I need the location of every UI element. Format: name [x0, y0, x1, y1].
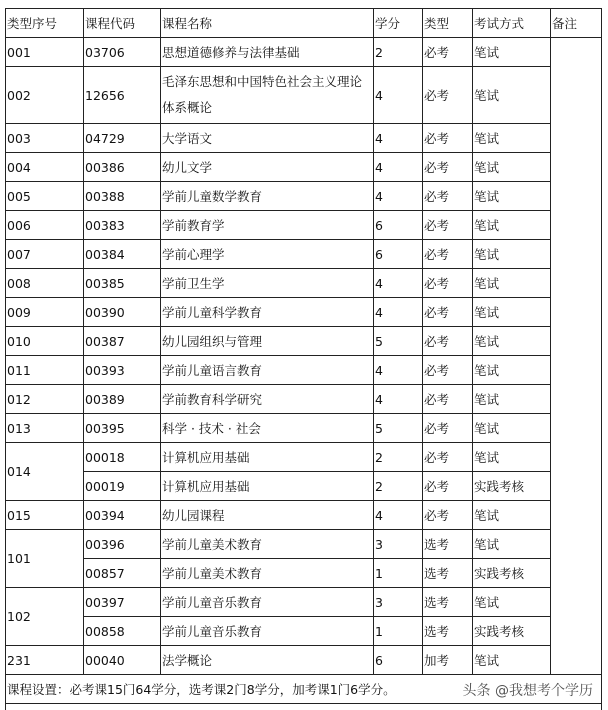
header-exam: 考试方式	[473, 9, 551, 38]
cell-type: 必考	[423, 414, 473, 443]
cell-seq: 005	[6, 182, 84, 211]
cell-exam: 笔试	[473, 327, 551, 356]
cell-code: 04729	[84, 124, 161, 153]
table-row	[6, 472, 602, 501]
table-row	[6, 414, 602, 443]
cell-seq: 002	[6, 67, 84, 124]
cell-name: 思想道德修养与法律基础	[161, 38, 374, 67]
cell-name: 学前教育学	[161, 211, 374, 240]
header-row	[6, 9, 602, 38]
cell-name: 幼儿文学	[161, 153, 374, 182]
cell-credit: 4	[374, 501, 423, 530]
cell-seq: 102	[6, 588, 84, 646]
cell-name: 学前儿童语言教育	[161, 356, 374, 385]
cell-name: 学前心理学	[161, 240, 374, 269]
cell-exam: 笔试	[473, 356, 551, 385]
cell-name: 学前儿童美术教育	[161, 530, 374, 559]
cell-name: 学前儿童数学教育	[161, 182, 374, 211]
cell-code: 03706	[84, 38, 161, 67]
cell-credit: 3	[374, 588, 423, 617]
cell-type: 必考	[423, 153, 473, 182]
cell-seq: 101	[6, 530, 84, 588]
cell-name: 幼儿园组织与管理	[161, 327, 374, 356]
cell-seq: 013	[6, 414, 84, 443]
cell-type: 必考	[423, 67, 473, 124]
cell-type: 必考	[423, 385, 473, 414]
table-row	[6, 240, 602, 269]
table-row	[6, 182, 602, 211]
cell-seq: 006	[6, 211, 84, 240]
cell-exam: 笔试	[473, 414, 551, 443]
cell-code: 00388	[84, 182, 161, 211]
header-remark: 备注	[551, 9, 602, 38]
table-row	[6, 356, 602, 385]
cell-seq: 012	[6, 385, 84, 414]
header-seq: 类型序号	[6, 9, 84, 38]
cell-name: 幼儿园课程	[161, 501, 374, 530]
cell-seq: 001	[6, 38, 84, 67]
cell-name: 学前儿童音乐教育	[161, 588, 374, 617]
cell-credit: 2	[374, 38, 423, 67]
cell-name: 学前儿童科学教育	[161, 298, 374, 327]
cell-credit: 2	[374, 443, 423, 472]
cell-code: 00387	[84, 327, 161, 356]
table-row	[6, 646, 602, 675]
table-row	[6, 124, 602, 153]
cell-exam: 笔试	[473, 38, 551, 67]
cell-type: 必考	[423, 182, 473, 211]
cell-seq: 010	[6, 327, 84, 356]
empty-row	[6, 704, 602, 710]
cell-credit: 4	[374, 269, 423, 298]
cell-exam: 笔试	[473, 298, 551, 327]
cell-credit: 6	[374, 646, 423, 675]
cell-code: 00018	[84, 443, 161, 472]
cell-code: 00396	[84, 530, 161, 559]
cell-seq: 015	[6, 501, 84, 530]
cell-seq: 007	[6, 240, 84, 269]
cell-name: 毛泽东思想和中国特色社会主义理论体系概论	[161, 67, 374, 124]
cell-type: 选考	[423, 617, 473, 646]
table-row	[6, 153, 602, 182]
cell-name: 学前儿童音乐教育	[161, 617, 374, 646]
table-row	[6, 443, 602, 472]
table-row	[6, 559, 602, 588]
cell-name: 计算机应用基础	[161, 443, 374, 472]
cell-code: 12656	[84, 67, 161, 124]
table-row	[6, 501, 602, 530]
header-code: 课程代码	[84, 9, 161, 38]
cell-exam: 笔试	[473, 385, 551, 414]
cell-code: 00397	[84, 588, 161, 617]
cell-type: 选考	[423, 588, 473, 617]
cell-type: 必考	[423, 240, 473, 269]
cell-remark	[551, 38, 602, 675]
cell-seq: 011	[6, 356, 84, 385]
cell-credit: 5	[374, 327, 423, 356]
cell-code: 00857	[84, 559, 161, 588]
cell-credit: 2	[374, 472, 423, 501]
cell-code: 00385	[84, 269, 161, 298]
table-row	[6, 269, 602, 298]
watermark: 头条 @我想考个学历	[462, 683, 593, 699]
cell-exam: 笔试	[473, 443, 551, 472]
cell-type: 必考	[423, 269, 473, 298]
cell-exam: 笔试	[473, 153, 551, 182]
cell-type: 必考	[423, 124, 473, 153]
cell-type: 选考	[423, 559, 473, 588]
empty-cell	[6, 704, 602, 710]
cell-code: 00390	[84, 298, 161, 327]
table-row	[6, 588, 602, 617]
cell-credit: 1	[374, 559, 423, 588]
cell-type: 必考	[423, 38, 473, 67]
cell-exam: 笔试	[473, 211, 551, 240]
cell-type: 选考	[423, 530, 473, 559]
cell-credit: 4	[374, 182, 423, 211]
header-name: 课程名称	[161, 9, 374, 38]
cell-code: 00389	[84, 385, 161, 414]
course-summary	[6, 675, 602, 704]
table-row	[6, 617, 602, 646]
footer-row	[6, 675, 602, 704]
cell-seq: 003	[6, 124, 84, 153]
cell-credit: 4	[374, 298, 423, 327]
cell-code: 00394	[84, 501, 161, 530]
cell-credit: 4	[374, 356, 423, 385]
cell-name: 法学概论	[161, 646, 374, 675]
cell-type: 必考	[423, 356, 473, 385]
cell-code: 00384	[84, 240, 161, 269]
cell-exam: 笔试	[473, 269, 551, 298]
cell-code: 00040	[84, 646, 161, 675]
cell-credit: 4	[374, 385, 423, 414]
table-row	[6, 67, 602, 124]
cell-code: 00393	[84, 356, 161, 385]
header-type: 类型	[423, 9, 473, 38]
cell-credit: 4	[374, 124, 423, 153]
cell-type: 必考	[423, 443, 473, 472]
cell-type: 加考	[423, 646, 473, 675]
cell-seq: 004	[6, 153, 84, 182]
cell-exam: 实践考核	[473, 559, 551, 588]
cell-seq: 231	[6, 646, 84, 675]
cell-exam: 笔试	[473, 240, 551, 269]
cell-type: 必考	[423, 501, 473, 530]
cell-credit: 1	[374, 617, 423, 646]
cell-name: 大学语文	[161, 124, 374, 153]
cell-exam: 笔试	[473, 124, 551, 153]
cell-exam: 实践考核	[473, 617, 551, 646]
table-row	[6, 298, 602, 327]
cell-type: 必考	[423, 472, 473, 501]
cell-code: 00395	[84, 414, 161, 443]
cell-name: 科学 · 技术 · 社会	[161, 414, 374, 443]
cell-type: 必考	[423, 211, 473, 240]
cell-seq: 014	[6, 443, 84, 501]
cell-exam: 笔试	[473, 588, 551, 617]
cell-name: 计算机应用基础	[161, 472, 374, 501]
cell-type: 必考	[423, 327, 473, 356]
cell-seq: 009	[6, 298, 84, 327]
cell-credit: 6	[374, 240, 423, 269]
cell-exam: 实践考核	[473, 472, 551, 501]
cell-name: 学前教育科学研究	[161, 385, 374, 414]
table-row	[6, 327, 602, 356]
table-row	[6, 211, 602, 240]
cell-code: 00858	[84, 617, 161, 646]
cell-exam: 笔试	[473, 501, 551, 530]
summary-text: 课程设置：必考课15门64学分，选考课2门8学分，加考课1门6学分。	[7, 682, 396, 697]
table-row	[6, 38, 602, 67]
cell-exam: 笔试	[473, 530, 551, 559]
cell-exam: 笔试	[473, 182, 551, 211]
cell-credit: 6	[374, 211, 423, 240]
cell-code: 00019	[84, 472, 161, 501]
cell-name: 学前卫生学	[161, 269, 374, 298]
cell-exam: 笔试	[473, 646, 551, 675]
table-row	[6, 530, 602, 559]
cell-type: 必考	[423, 298, 473, 327]
cell-name: 学前儿童美术教育	[161, 559, 374, 588]
cell-credit: 4	[374, 67, 423, 124]
course-table	[5, 8, 602, 710]
cell-credit: 3	[374, 530, 423, 559]
cell-code: 00383	[84, 211, 161, 240]
table-row	[6, 385, 602, 414]
cell-credit: 4	[374, 153, 423, 182]
cell-code: 00386	[84, 153, 161, 182]
cell-credit: 5	[374, 414, 423, 443]
cell-exam: 笔试	[473, 67, 551, 124]
header-credit: 学分	[374, 9, 423, 38]
cell-seq: 008	[6, 269, 84, 298]
